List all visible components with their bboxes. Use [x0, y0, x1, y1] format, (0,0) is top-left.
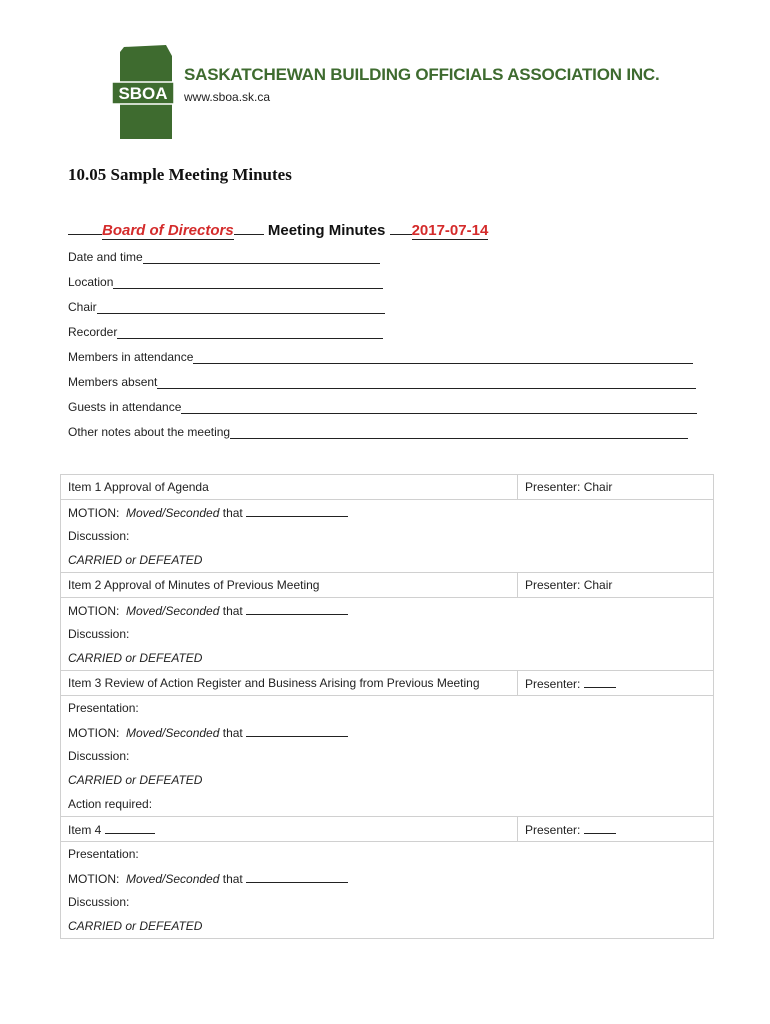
- field-label: Location: [68, 275, 114, 289]
- item-title: Item 2 Approval of Minutes of Previous Meeting: [61, 573, 518, 598]
- blank-line[interactable]: [246, 603, 348, 615]
- table-row: [61, 720, 714, 744]
- field-blank[interactable]: [181, 401, 697, 414]
- table-row: [61, 817, 714, 842]
- presentation-row: Presentation:: [61, 696, 714, 721]
- presentation-row: Presentation:: [61, 842, 714, 867]
- motion-row: MOTION: Moved/Seconded that: [61, 598, 714, 623]
- blank-line[interactable]: [246, 725, 348, 737]
- table-row: [61, 792, 714, 817]
- blank-line: [68, 220, 102, 235]
- field-date-and-time: [68, 250, 380, 264]
- result-row: CARRIED or DEFEATED: [61, 914, 714, 939]
- table-row: [61, 842, 714, 867]
- table-row: [61, 622, 714, 646]
- item-presenter: Presenter: Chair: [518, 475, 714, 500]
- blank-line[interactable]: [584, 822, 616, 834]
- field-guests-in-attendance: [68, 400, 697, 414]
- field-label: Date and time: [68, 250, 143, 264]
- field-blank[interactable]: [117, 326, 383, 339]
- table-row: [61, 696, 714, 721]
- field-blank[interactable]: [113, 276, 383, 289]
- table-row: [61, 500, 714, 525]
- field-label: Chair: [68, 300, 97, 314]
- discussion-row: Discussion:: [61, 524, 714, 548]
- table-row: [61, 914, 714, 939]
- letterhead: [110, 42, 730, 142]
- table-row: [61, 768, 714, 792]
- table-row: [61, 548, 714, 573]
- field-label: Members absent: [68, 375, 158, 389]
- action-row: Action required:: [61, 792, 714, 817]
- org-name: SASKATCHEWAN BUILDING OFFICIALS ASSOCIATION INC.: [184, 65, 660, 84]
- blank-line[interactable]: [246, 505, 348, 517]
- blank-line[interactable]: [105, 822, 155, 834]
- field-label: Guests in attendance: [68, 400, 182, 414]
- field-location: [68, 275, 383, 289]
- discussion-row: Discussion:: [61, 890, 714, 914]
- result-row: CARRIED or DEFEATED: [61, 548, 714, 573]
- table-row: [61, 524, 714, 548]
- item-title: Item 4: [61, 817, 518, 842]
- result-row: CARRIED or DEFEATED: [61, 646, 714, 671]
- field-label: Other notes about the meeting: [68, 425, 231, 439]
- table-row: [61, 866, 714, 890]
- page-title: 10.05 Sample Meeting Minutes: [68, 165, 292, 184]
- field-chair: [68, 300, 385, 314]
- table-row: [61, 646, 714, 671]
- field-blank[interactable]: [97, 301, 385, 314]
- table-row: [61, 573, 714, 598]
- field-members-in-attendance: [68, 350, 693, 364]
- table-row: [61, 475, 714, 500]
- sboa-logo: [110, 42, 182, 142]
- motion-row: MOTION: Moved/Seconded that: [61, 866, 714, 890]
- table-row: [61, 890, 714, 914]
- org-url: www.sboa.sk.ca: [184, 90, 271, 104]
- meeting-minutes-label: Meeting Minutes: [267, 222, 386, 239]
- blank-line[interactable]: [246, 871, 348, 883]
- blank-line: [234, 220, 264, 235]
- table-row: [61, 671, 714, 696]
- item-presenter: Presenter:: [518, 817, 714, 842]
- meeting-group: Board of Directors: [102, 222, 234, 239]
- meeting-minutes-line: [68, 220, 488, 239]
- field-label: Members in attendance: [68, 350, 194, 364]
- discussion-row: Discussion:: [61, 622, 714, 646]
- motion-row: MOTION: Moved/Seconded that: [61, 720, 714, 744]
- field-blank[interactable]: [193, 351, 693, 364]
- blank-line[interactable]: [584, 676, 616, 688]
- item-title: Item 3 Review of Action Register and Business Arising from Previous Meeting: [61, 671, 518, 696]
- field-other-notes: [68, 425, 688, 439]
- field-label: Recorder: [68, 325, 118, 339]
- field-blank[interactable]: [143, 251, 380, 264]
- logo-text: SBOA: [118, 84, 168, 103]
- field-blank[interactable]: [230, 426, 688, 439]
- item-presenter: Presenter:: [518, 671, 714, 696]
- agenda-table: [60, 474, 714, 939]
- motion-row: MOTION: Moved/Seconded that: [61, 500, 714, 525]
- table-row: [61, 598, 714, 623]
- field-members-absent: [68, 375, 696, 389]
- discussion-row: Discussion:: [61, 744, 714, 768]
- field-blank[interactable]: [157, 376, 696, 389]
- item-title: Item 1 Approval of Agenda: [61, 475, 518, 500]
- field-recorder: [68, 325, 383, 339]
- table-row: [61, 744, 714, 768]
- item-presenter: Presenter: Chair: [518, 573, 714, 598]
- result-row: CARRIED or DEFEATED: [61, 768, 714, 792]
- meeting-date: 2017-07-14: [411, 222, 489, 239]
- blank-line: [390, 220, 412, 235]
